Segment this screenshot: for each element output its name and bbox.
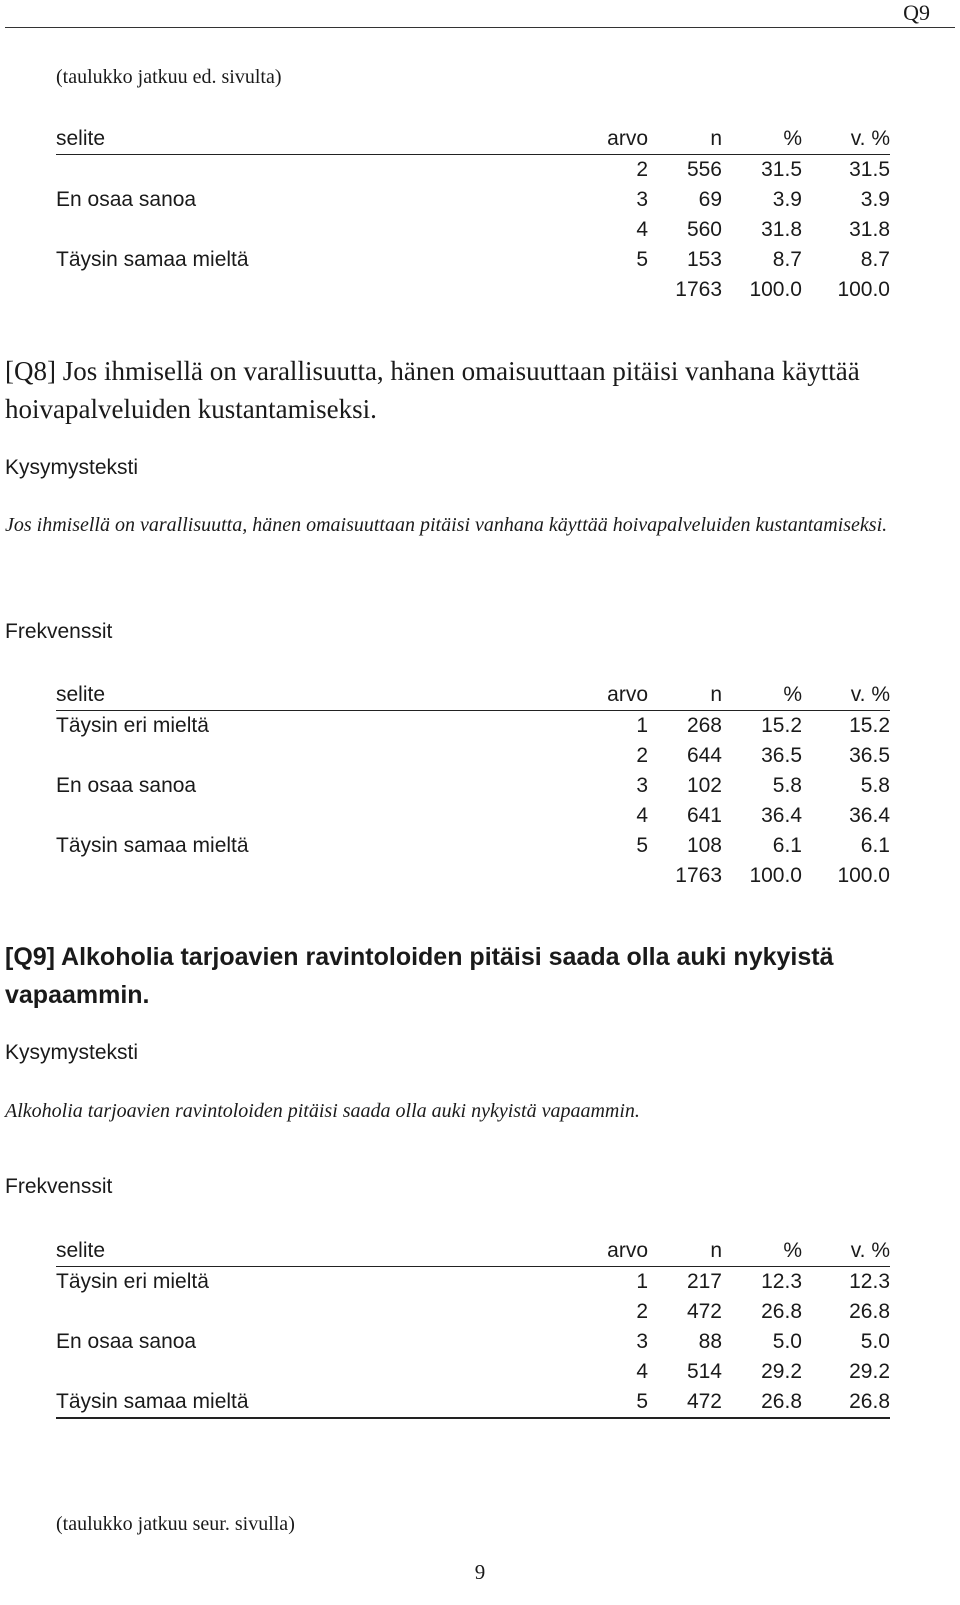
table-row bbox=[56, 155, 890, 186]
cell-selite bbox=[56, 215, 576, 245]
cell-pct: 8.7 bbox=[772, 248, 802, 271]
question-text-q8: Jos ihmisellä on varallisuutta, hänen omaisuuttaan pitäisi vanhana käyttää hoivapalveluiden kustantamiseksi. bbox=[5, 514, 888, 536]
cell-n: 268 bbox=[686, 714, 722, 737]
cell-pct: 31.8 bbox=[761, 218, 802, 241]
col-header-vpct: v. % bbox=[802, 680, 890, 711]
table-header-row bbox=[56, 124, 890, 155]
cell-vpct: 31.8 bbox=[849, 218, 890, 241]
cell-vpct: 6.1 bbox=[860, 834, 890, 857]
cell-arvo: 2 bbox=[636, 1300, 648, 1323]
cell-selite: Täysin samaa mieltä bbox=[56, 1387, 576, 1418]
cell-pct: 12.3 bbox=[761, 1270, 802, 1293]
cell-selite bbox=[56, 741, 576, 771]
cell-n: 556 bbox=[686, 158, 722, 181]
cell-arvo: 3 bbox=[636, 774, 648, 797]
section-label-kysymysteksti: Kysymysteksti bbox=[5, 456, 139, 479]
cell-n: 560 bbox=[686, 218, 722, 241]
cell-pct: 26.8 bbox=[722, 1387, 802, 1418]
table-row bbox=[56, 1267, 890, 1298]
table-row bbox=[56, 801, 890, 831]
cell-n: 472 bbox=[648, 1387, 722, 1418]
frequency-table-q8 bbox=[56, 680, 890, 891]
frequency-table-q9 bbox=[56, 1236, 890, 1419]
col-header-selite: selite bbox=[56, 680, 576, 711]
cell-n: 69 bbox=[698, 188, 722, 211]
cell-arvo: 4 bbox=[636, 804, 648, 827]
cell-pct: 6.1 bbox=[772, 834, 802, 857]
cell-selite bbox=[56, 1357, 576, 1387]
col-header-arvo: arvo bbox=[576, 124, 648, 155]
col-header-selite: selite bbox=[56, 1236, 576, 1267]
table-row bbox=[56, 245, 890, 275]
question-text-q9: Alkoholia tarjoavien ravintoloiden pitäisi saada olla auki nykyistä vapaammin. bbox=[5, 1100, 640, 1122]
cell-vpct: 5.8 bbox=[860, 774, 890, 797]
cell-arvo: 4 bbox=[636, 1360, 648, 1383]
cell-selite bbox=[56, 801, 576, 831]
cell-pct: 26.8 bbox=[761, 1300, 802, 1323]
cell-arvo: 1 bbox=[636, 1270, 648, 1293]
cell-selite: En osaa sanoa bbox=[56, 188, 197, 211]
cell-vpct: 5.0 bbox=[860, 1330, 890, 1353]
page-number: 9 bbox=[474, 1560, 486, 1584]
cell-selite: Täysin samaa mieltä bbox=[56, 834, 249, 857]
frequency-table-q7-cont bbox=[56, 124, 890, 305]
col-header-arvo: arvo bbox=[576, 680, 648, 711]
cell-arvo: 5 bbox=[576, 1387, 648, 1418]
cell-pct: 31.5 bbox=[761, 158, 802, 181]
question-title-q9: [Q9] Alkoholia tarjoavien ravintoloiden pitäisi saada olla auki nykyistä vapaammin. bbox=[5, 943, 834, 1009]
table-row bbox=[56, 185, 890, 215]
cell-empty bbox=[576, 275, 648, 305]
table-total-row bbox=[56, 275, 890, 305]
cell-empty bbox=[56, 861, 576, 891]
table-header-row bbox=[56, 1236, 890, 1267]
cell-arvo: 2 bbox=[636, 744, 648, 767]
cell-selite: Täysin samaa mieltä bbox=[56, 248, 249, 271]
cell-n: 108 bbox=[686, 834, 722, 857]
cell-n: 88 bbox=[698, 1330, 722, 1353]
table-row bbox=[56, 831, 890, 861]
cell-arvo: 5 bbox=[636, 248, 648, 271]
table-row bbox=[56, 1297, 890, 1327]
cell-vpct: 26.8 bbox=[849, 1300, 890, 1323]
col-header-n: n bbox=[648, 124, 722, 155]
table-total-row bbox=[56, 861, 890, 891]
cell-arvo: 1 bbox=[636, 714, 648, 737]
cell-total-pct: 100.0 bbox=[749, 278, 802, 301]
col-header-vpct: v. % bbox=[802, 124, 890, 155]
cell-vpct: 36.5 bbox=[849, 744, 890, 767]
table-row bbox=[56, 711, 890, 742]
cell-vpct: 26.8 bbox=[802, 1387, 890, 1418]
cell-selite: Täysin eri mieltä bbox=[56, 1270, 209, 1293]
col-header-pct: % bbox=[722, 1236, 802, 1267]
cell-n: 102 bbox=[686, 774, 722, 797]
cell-arvo: 2 bbox=[636, 158, 648, 181]
cell-n: 514 bbox=[686, 1360, 722, 1383]
cell-n: 217 bbox=[686, 1270, 722, 1293]
cell-pct: 5.8 bbox=[772, 774, 802, 797]
table-row bbox=[56, 1357, 890, 1387]
cell-pct: 36.4 bbox=[761, 804, 802, 827]
cell-arvo: 5 bbox=[636, 834, 648, 857]
cell-vpct: 15.2 bbox=[849, 714, 890, 737]
cell-empty bbox=[56, 275, 576, 305]
section-label-kysymysteksti: Kysymysteksti bbox=[5, 1041, 139, 1064]
col-header-n: n bbox=[648, 1236, 722, 1267]
page-header-code: Q9 bbox=[903, 0, 930, 25]
header-rule bbox=[5, 27, 955, 28]
cell-pct: 5.0 bbox=[772, 1330, 802, 1353]
cell-selite bbox=[56, 1297, 576, 1327]
cell-vpct: 3.9 bbox=[860, 188, 890, 211]
col-header-selite: selite bbox=[56, 124, 576, 155]
cell-vpct: 12.3 bbox=[849, 1270, 890, 1293]
cell-vpct: 31.5 bbox=[849, 158, 890, 181]
continuation-from-prev: (taulukko jatkuu ed. sivulta) bbox=[56, 66, 282, 88]
cell-total-n: 1763 bbox=[675, 278, 722, 301]
col-header-n: n bbox=[648, 680, 722, 711]
cell-n: 644 bbox=[686, 744, 722, 767]
cell-vpct: 29.2 bbox=[849, 1360, 890, 1383]
cell-selite: Täysin eri mieltä bbox=[56, 714, 209, 737]
cell-total-vpct: 100.0 bbox=[837, 278, 890, 301]
table-row bbox=[56, 215, 890, 245]
section-label-frekvenssit: Frekvenssit bbox=[5, 1175, 113, 1198]
cell-selite: En osaa sanoa bbox=[56, 1330, 197, 1353]
cell-pct: 29.2 bbox=[761, 1360, 802, 1383]
cell-selite bbox=[56, 155, 576, 186]
cell-total-pct: 100.0 bbox=[749, 864, 802, 887]
cell-pct: 36.5 bbox=[761, 744, 802, 767]
section-label-frekvenssit: Frekvenssit bbox=[5, 620, 113, 643]
cell-total-vpct: 100.0 bbox=[837, 864, 890, 887]
cell-arvo: 3 bbox=[636, 1330, 648, 1353]
cell-n: 641 bbox=[686, 804, 722, 827]
cell-vpct: 8.7 bbox=[860, 248, 890, 271]
cell-arvo: 3 bbox=[636, 188, 648, 211]
cell-arvo: 4 bbox=[636, 218, 648, 241]
table-header-row bbox=[56, 680, 890, 711]
cell-vpct: 36.4 bbox=[849, 804, 890, 827]
cell-total-n: 1763 bbox=[675, 864, 722, 887]
table-row bbox=[56, 1387, 890, 1418]
col-header-pct: % bbox=[722, 680, 802, 711]
table-row bbox=[56, 741, 890, 771]
table-row bbox=[56, 1327, 890, 1357]
table-row bbox=[56, 771, 890, 801]
col-header-pct: % bbox=[722, 124, 802, 155]
cell-pct: 3.9 bbox=[772, 188, 802, 211]
cell-selite: En osaa sanoa bbox=[56, 774, 197, 797]
cell-empty bbox=[576, 861, 648, 891]
question-title-q8: [Q8] Jos ihmisellä on varallisuutta, hänen omaisuuttaan pitäisi vanhana käyttää hoivapalveluiden kustantamiseksi. bbox=[5, 356, 860, 424]
cell-n: 472 bbox=[686, 1300, 722, 1323]
continuation-to-next: (taulukko jatkuu seur. sivulla) bbox=[56, 1513, 295, 1535]
cell-pct: 15.2 bbox=[761, 714, 802, 737]
col-header-arvo: arvo bbox=[576, 1236, 648, 1267]
cell-n: 153 bbox=[686, 248, 722, 271]
col-header-vpct: v. % bbox=[802, 1236, 890, 1267]
